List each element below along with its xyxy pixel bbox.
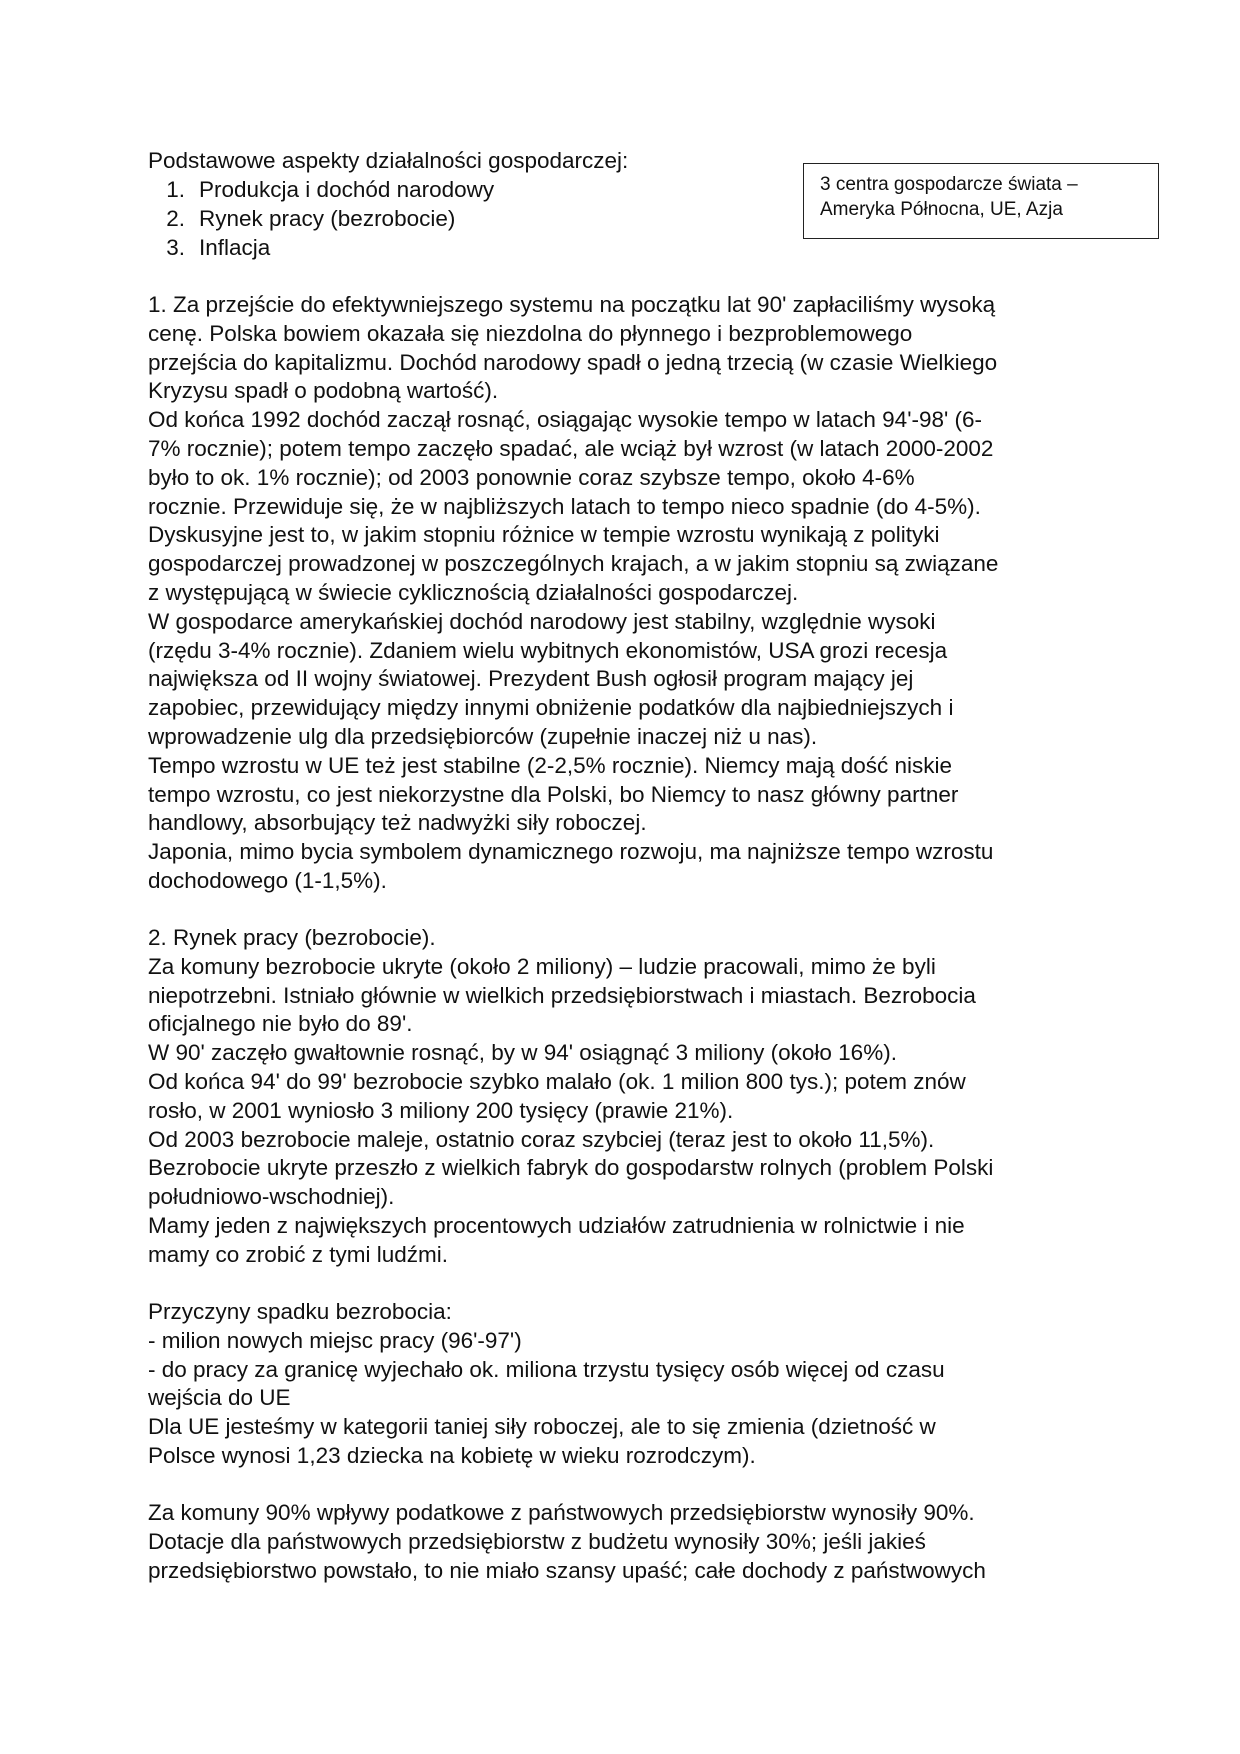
text-line: Dotacje dla państwowych przedsiębiorstw z budżetu wynosiły 30%; jeśli jakieś <box>148 1528 926 1554</box>
section-labor-market <box>148 924 1108 1270</box>
text-line: - do pracy za granicę wyjechało ok. miliona trzystu tysięcy osób więcej od czasu <box>148 1356 945 1382</box>
text-line: było to ok. 1% rocznie); od 2003 ponownie coraz szybsze tempo, około 4-6% <box>148 464 915 490</box>
text-line: mamy co zrobić z tymi ludźmi. <box>148 1241 449 1267</box>
text-line: 2. Rynek pracy (bezrobocie). <box>148 925 436 950</box>
text-line: cenę. Polska bowiem okazała się niezdolna do płynnego i bezproblemowego <box>148 320 913 346</box>
list-item-label: Rynek pracy (bezrobocie) <box>199 205 456 231</box>
text-line: W gospodarce amerykańskiej dochód narodowy jest stabilny, względnie wysoki <box>148 608 936 634</box>
list-item-number: 3. <box>166 234 185 260</box>
text-line: Dyskusyjne jest to, w jakim stopniu różnice w tempie wzrostu wynikają z polityki <box>148 522 940 548</box>
text-line: przejścia do kapitalizmu. Dochód narodowy spadł o jedną trzecią (w czasie Wielkiego <box>148 349 998 375</box>
text-line: handlowy, absorbujący też nadwyżki siły roboczej. <box>148 810 647 836</box>
list-item <box>148 234 494 263</box>
text-line: gospodarczej prowadzonej w poszczególnych krajach, a w jakim stopniu są związane <box>148 551 999 577</box>
text-line: Polsce wynosi 1,23 dziecka na kobietę w wieku rozrodczym). <box>148 1442 756 1468</box>
list-item <box>148 205 494 234</box>
aspects-list <box>148 176 494 262</box>
text-line: Mamy jeden z największych procentowych udziałów zatrudnienia w rolnictwie i nie <box>148 1212 965 1238</box>
heading-text: Podstawowe aspekty działalności gospodarczej: <box>148 148 629 173</box>
text-line: zapobiec, przewidujący między innymi obniżenie podatków dla najbiedniejszych i <box>148 695 954 721</box>
text-line: Dla UE jesteśmy w kategorii taniej siły roboczej, ale to się zmienia (dzietność w <box>148 1414 936 1440</box>
text-line: 7% rocznie); potem tempo zaczęło spadać, ale wciąż był wzrost (w latach 2000-2002 <box>148 435 994 461</box>
text-line: Japonia, mimo bycia symbolem dynamicznego rozwoju, ma najniższe tempo wzrostu <box>148 839 994 865</box>
text-line: Za komuny 90% wpływy podatkowe z państwowych przedsiębiorstw wynosiły 90%. <box>148 1500 975 1525</box>
text-line: - milion nowych miejsc pracy (96'-97') <box>148 1327 522 1353</box>
section-income <box>148 291 1108 896</box>
list-item-number: 1. <box>166 177 185 202</box>
text-line: Za komuny bezrobocie ukryte (około 2 miliony) – ludzie pracowali, mimo że byli <box>148 953 936 979</box>
list-item-number: 2. <box>166 205 185 231</box>
text-line: Od końca 94' do 99' bezrobocie szybko malało (ok. 1 milion 800 tys.); potem znów <box>148 1068 966 1094</box>
text-line: rosło, w 2001 wyniosło 3 miliony 200 tysięcy (prawie 21%). <box>148 1097 734 1123</box>
list-item-label: Produkcja i dochód narodowy <box>199 177 495 202</box>
text-line: 1. Za przejście do efektywniejszego systemu na początku lat 90' zapłaciliśmy wysoką <box>148 292 996 317</box>
list-item-label: Inflacja <box>199 234 271 260</box>
text-line: oficjalnego nie było do 89'. <box>148 1011 413 1037</box>
text-line: z występującą w świecie cyklicznością działalności gospodarczej. <box>148 579 799 605</box>
text-line: największa od II wojny światowej. Prezydent Bush ogłosił program mający jej <box>148 666 914 692</box>
text-line: wejścia do UE <box>148 1385 291 1411</box>
text-line: wprowadzenie ulg dla przedsiębiorców (zupełnie inaczej niż u nas). <box>148 723 818 749</box>
text-line: Kryzysu spadł o podobną wartość). <box>148 378 499 404</box>
note-line: Ameryka Północna, UE, Azja <box>820 199 1063 220</box>
list-item <box>148 176 494 205</box>
section-taxes <box>148 1499 1108 1585</box>
text-line: Od końca 1992 dochód zaczął rosnąć, osiągając wysokie tempo w latach 94'-98' (6- <box>148 407 983 433</box>
text-line: przedsiębiorstwo powstało, to nie miało szansy upaść; całe dochody z państwowych <box>148 1557 986 1583</box>
text-line: rocznie. Przewiduje się, że w najbliższych latach to tempo nieco spadnie (do 4-5%). <box>148 493 981 519</box>
text-line: dochodowego (1-1,5%). <box>148 867 387 893</box>
text-line: tempo wzrostu, co jest niekorzystne dla Polski, bo Niemcy to nasz główny partner <box>148 781 959 807</box>
text-line: Bezrobocie ukryte przeszło z wielkich fabryk do gospodarstw rolnych (problem Polski <box>148 1155 994 1181</box>
text-line: Tempo wzrostu w UE też jest stabilne (2-2,5% rocznie). Niemcy mają dość niskie <box>148 752 953 778</box>
note-line: 3 centra gospodarcze świata – <box>820 174 1078 195</box>
text-line: południowo-wschodniej). <box>148 1184 395 1210</box>
text-line: Od 2003 bezrobocie maleje, ostatnio coraz szybciej (teraz jest to około 11,5%). <box>148 1126 935 1152</box>
section-unemployment-causes <box>148 1298 1108 1471</box>
text-line: W 90' zaczęło gwałtownie rosnąć, by w 94' osiągnąć 3 miliony (około 16%). <box>148 1040 897 1066</box>
text-line: niepotrzebni. Istniało głównie w wielkich przedsiębiorstwach i miastach. Bezrobocia <box>148 982 976 1008</box>
text-line: (rzędu 3-4% rocznie). Zdaniem wielu wybitnych ekonomistów, USA grozi recesja <box>148 637 948 663</box>
note-box <box>803 163 1159 239</box>
text-line: Przyczyny spadku bezrobocia: <box>148 1299 452 1324</box>
